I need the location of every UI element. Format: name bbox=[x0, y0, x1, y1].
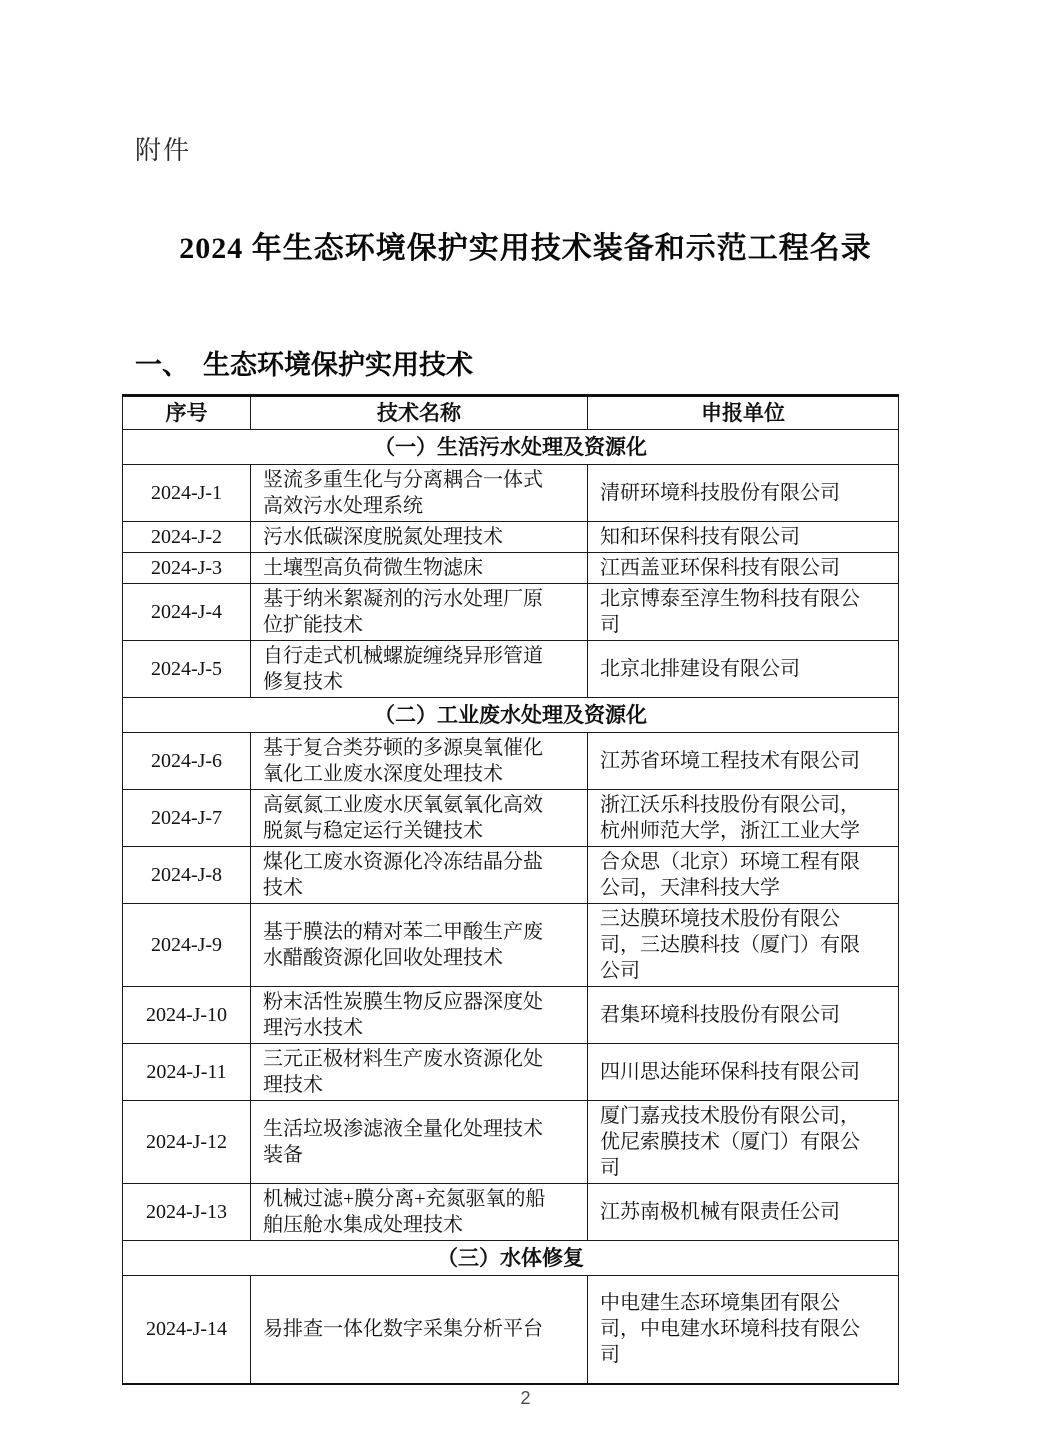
row-tech-name: 竖流多重生化与分离耦合一体式高效污水处理系统 bbox=[251, 465, 588, 522]
document-title: 2024 年生态环境保护实用技术装备和示范工程名录 bbox=[179, 232, 872, 265]
row-id: 2024-J-11 bbox=[123, 1044, 251, 1101]
row-tech-name: 粉末活性炭膜生物反应器深度处理污水技术 bbox=[251, 987, 588, 1044]
column-header-tech: 技术名称 bbox=[251, 396, 588, 430]
group-title: （一）生活污水处理及资源化 bbox=[123, 430, 899, 465]
row-org: 浙江沃乐科技股份有限公司，杭州师范大学，浙江工业大学 bbox=[588, 790, 899, 847]
row-id: 2024-J-13 bbox=[123, 1184, 251, 1241]
row-org: 北京北排建设有限公司 bbox=[588, 641, 899, 698]
row-org: 厦门嘉戎技术股份有限公司，优尼索膜技术（厦门）有限公司 bbox=[588, 1101, 899, 1184]
group-title: （二）工业废水处理及资源化 bbox=[123, 698, 899, 733]
page-number: 2 bbox=[520, 1388, 531, 1408]
row-org: 中电建生态环境集团有限公司，中电建水环境科技有限公司 bbox=[588, 1276, 899, 1384]
table-row bbox=[123, 790, 899, 847]
row-tech-name: 基于纳米絮凝剂的污水处理厂原位扩能技术 bbox=[251, 584, 588, 641]
row-tech-name: 三元正极材料生产废水资源化处理技术 bbox=[251, 1044, 588, 1101]
row-id: 2024-J-3 bbox=[123, 553, 251, 584]
row-tech-name: 煤化工废水资源化冷冻结晶分盐技术 bbox=[251, 847, 588, 904]
row-id: 2024-J-8 bbox=[123, 847, 251, 904]
table-row bbox=[123, 465, 899, 522]
column-header-org: 申报单位 bbox=[588, 396, 899, 430]
row-tech-name: 土壤型高负荷微生物滤床 bbox=[251, 553, 588, 584]
row-id: 2024-J-2 bbox=[123, 522, 251, 553]
row-org: 清研环境科技股份有限公司 bbox=[588, 465, 899, 522]
row-id: 2024-J-10 bbox=[123, 987, 251, 1044]
row-id: 2024-J-12 bbox=[123, 1101, 251, 1184]
row-id: 2024-J-4 bbox=[123, 584, 251, 641]
row-org: 知和环保科技有限公司 bbox=[588, 522, 899, 553]
row-org: 江苏南极机械有限责任公司 bbox=[588, 1184, 899, 1241]
table-row bbox=[123, 1101, 899, 1184]
table-row bbox=[123, 553, 899, 584]
table-row bbox=[123, 1184, 899, 1241]
group-title: （三）水体修复 bbox=[123, 1241, 899, 1276]
row-org: 三达膜环境技术股份有限公司，三达膜科技（厦门）有限公司 bbox=[588, 904, 899, 987]
row-id: 2024-J-9 bbox=[123, 904, 251, 987]
row-tech-name: 基于复合类芬顿的多源臭氧催化氧化工业废水深度处理技术 bbox=[251, 733, 588, 790]
table-row bbox=[123, 904, 899, 987]
table-row bbox=[123, 584, 899, 641]
row-id: 2024-J-1 bbox=[123, 465, 251, 522]
row-org: 江苏省环境工程技术有限公司 bbox=[588, 733, 899, 790]
row-tech-name: 自行走式机械螺旋缠绕异形管道修复技术 bbox=[251, 641, 588, 698]
row-org: 北京博泰至淳生物科技有限公司 bbox=[588, 584, 899, 641]
table-row bbox=[123, 1276, 899, 1384]
row-tech-name: 易排查一体化数字采集分析平台 bbox=[251, 1276, 588, 1384]
table-header-row bbox=[123, 396, 899, 430]
row-id: 2024-J-14 bbox=[123, 1276, 251, 1384]
row-tech-name: 污水低碳深度脱氮处理技术 bbox=[251, 522, 588, 553]
table-row bbox=[123, 641, 899, 698]
table-row bbox=[123, 1044, 899, 1101]
row-org: 江西盖亚环保科技有限公司 bbox=[588, 553, 899, 584]
section-heading bbox=[135, 343, 1051, 382]
table-group-row bbox=[123, 698, 899, 733]
row-id: 2024-J-7 bbox=[123, 790, 251, 847]
directory-table bbox=[122, 394, 899, 1385]
table-row bbox=[123, 987, 899, 1044]
section-number: 一、 bbox=[135, 350, 189, 380]
row-org: 君集环境科技股份有限公司 bbox=[588, 987, 899, 1044]
row-tech-name: 高氨氮工业废水厌氧氨氧化高效脱氮与稳定运行关键技术 bbox=[251, 790, 588, 847]
table-row bbox=[123, 733, 899, 790]
row-id: 2024-J-5 bbox=[123, 641, 251, 698]
row-tech-name: 基于膜法的精对苯二甲酸生产废水醋酸资源化回收处理技术 bbox=[251, 904, 588, 987]
table-row bbox=[123, 847, 899, 904]
row-org: 四川思达能环保科技有限公司 bbox=[588, 1044, 899, 1101]
table-group-row bbox=[123, 430, 899, 465]
row-tech-name: 机械过滤+膜分离+充氮驱氧的船舶压舱水集成处理技术 bbox=[251, 1184, 588, 1241]
section-title: 生态环境保护实用技术 bbox=[203, 350, 473, 380]
column-header-id: 序号 bbox=[123, 396, 251, 430]
table-group-row bbox=[123, 1241, 899, 1276]
attachment-label: 附件 bbox=[135, 136, 192, 165]
row-org: 合众思（北京）环境工程有限公司，天津科技大学 bbox=[588, 847, 899, 904]
table-row bbox=[123, 522, 899, 553]
row-tech-name: 生活垃圾渗滤液全量化处理技术装备 bbox=[251, 1101, 588, 1184]
row-id: 2024-J-6 bbox=[123, 733, 251, 790]
